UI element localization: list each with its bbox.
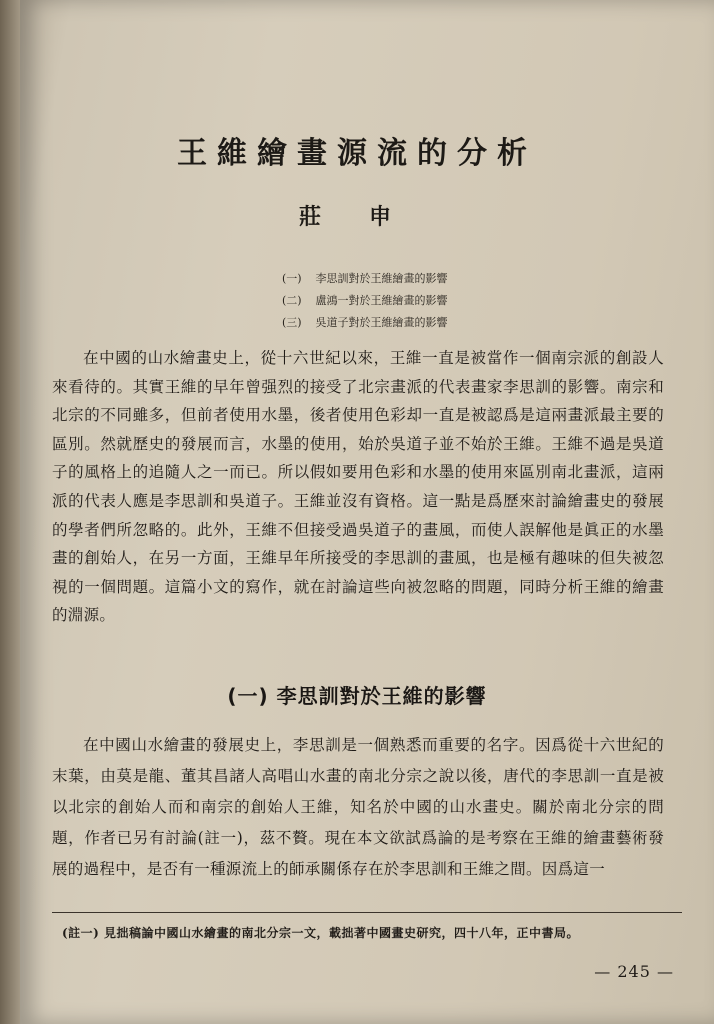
intro-paragraph: 在中國的山水繪畫史上，從十六世紀以來，王維一直是被當作一個南宗派的創設人來看待的。其實王維的早年曾强烈的接受了北宗畫派的代表畫家李思訓的影響。南宗和北宗的不同雖多，但前者使用水墨，後者使用色彩却一直是被認爲是這兩畫派最主要的區別。然就歷史的發展而言，水墨的使用，始於吳道子並不始於王維。王維不過是吳道子的風格上的追隨人之一而已。所以假如要用色彩和水墨的使用來區別南北畫派，這兩派的代表人應是李思訓和吳道子。王維並沒有資格。這一點是爲歷來討論繪畫史的發展的學者們所忽略的。此外，王維不但接受過吳道子的畫風，而使人誤解他是眞正的水墨畫的創始人，在另一方面，王維早年所接受的李思訓的畫風，也是極有趣味的但失被忽視的一個問題。這篇小文的寫作，就在討論這些向被忽略的問題，同時分析王維的繪畫的淵源。 [52, 349, 664, 625]
table-of-contents [282, 268, 448, 334]
section-paragraph: 在中國山水繪畫的發展史上，李思訓是一個熟悉而重要的名字。因爲從十六世紀的末葉，由莫是龍、董其昌諸人高唱山水畫的南北分宗之說以後，唐代的李思訓一直是被以北宗的創始人而和南宗的創始人王維，知名於中國的山水畫史。關於南北分宗的問題，作者已另有討論(註一)，茲不贅。現在本文欲試爲論的是考察在王維的繪畫藝術發展的過程中，是否有一種源流上的師承關係存在於李思訓和王維之間。因爲這一 [52, 736, 664, 878]
author-name: 莊申 [298, 204, 439, 230]
toc-text: 吳道子對於王維繪畫的影響 [315, 316, 448, 329]
toc-number: (二) [282, 294, 302, 307]
toc-text: 李思訓對於王維繪畫的影響 [315, 272, 448, 285]
toc-text: 盧鴻一對於王維繪畫的影響 [315, 294, 448, 307]
section-heading: (一) 李思訓對於王維的影響 [227, 684, 487, 708]
toc-number: (三) [282, 316, 302, 329]
toc-item [282, 312, 448, 334]
toc-number: (一) [282, 272, 302, 285]
toc-item [282, 268, 448, 290]
toc-item [282, 290, 448, 312]
footnote-divider [52, 912, 682, 913]
page-number: — 245 — [594, 962, 674, 981]
footnote: (註一) 見拙稿論中國山水繪畫的南北分宗一文，載拙著中國畫史研究，四十八年，正中書局。 [62, 926, 580, 940]
article-title: 王維繪畫源流的分析 [177, 136, 537, 171]
